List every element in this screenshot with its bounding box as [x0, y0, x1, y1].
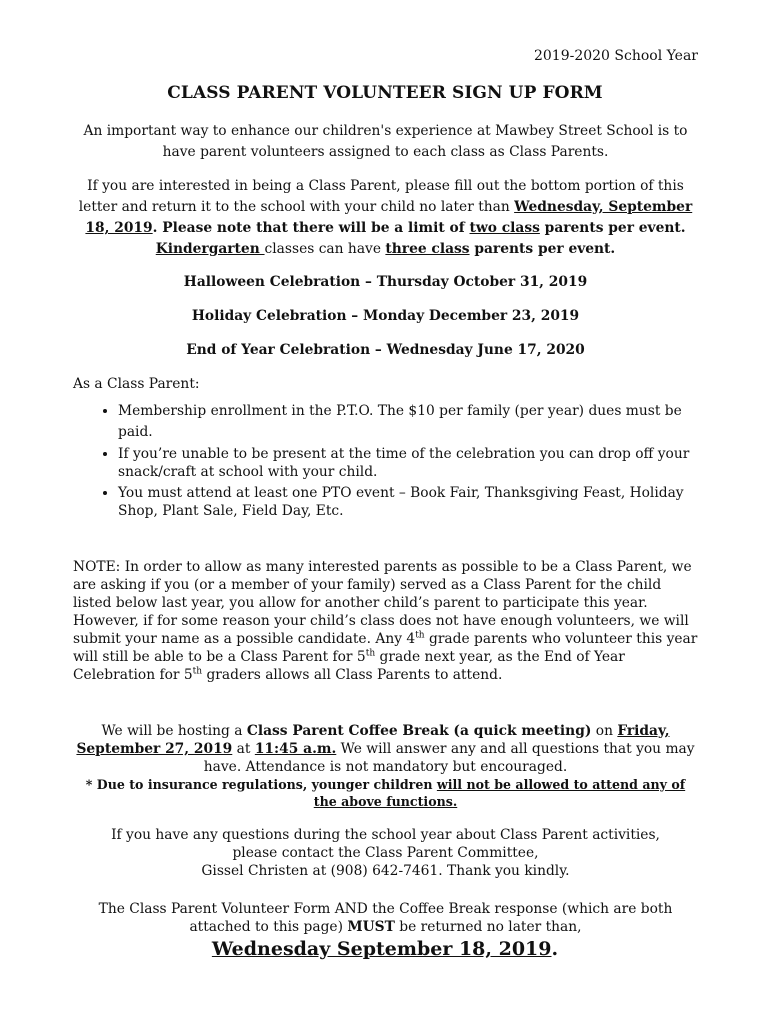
event-holiday: Holiday Celebration – Monday December 23, 2019: [191, 308, 580, 324]
instructions-text-2: . Please note that there will be a: [152, 220, 409, 236]
questions-paragraph: [73, 826, 698, 880]
event-halloween: Halloween Celebration – Thursday October 31, 2019: [183, 274, 588, 290]
coffee-text-1: We will be hosting a: [101, 723, 247, 739]
instructions-paragraph: [73, 176, 698, 260]
coffee-text-2: on: [591, 723, 618, 739]
insurance-notice: [73, 776, 698, 810]
coffee-text-4: We will answer any and all questions that you may have. Attendance is not mandatory but encouraged.: [203, 741, 695, 775]
as-class-parent-lead: As a Class Parent:: [73, 376, 200, 392]
note-sup-3: th: [192, 666, 203, 677]
coffee-time: 11:45 a.m.: [254, 741, 337, 757]
coffee-event-name: Class Parent Coffee Break (a quick meeting): [246, 723, 592, 739]
coffee-date: Friday, September 27, 2019: [76, 723, 670, 757]
insurance-text-1: * Due to insurance regulations, younger children: [85, 777, 437, 792]
requirement-membership: • Membership enrollment in the P.T.O. The $10 per family (per year) dues must be paid.: [118, 401, 698, 443]
kindergarten-text: Kindergarten: [155, 241, 265, 257]
coffee-text-3: at: [232, 741, 255, 757]
note-paragraph: [73, 558, 698, 684]
questions-line-2: please contact the Class Parent Committee,: [232, 845, 539, 861]
note-text-2: grade parents who volunteer this year will still be able to be a Class Parent for 5: [73, 631, 698, 665]
instructions-text-5: parents per event.: [469, 241, 616, 257]
note-text-3: grade next year, as the End of Year Celebration for 5: [73, 649, 625, 683]
event-end-of-year: End of Year Celebration – Wednesday June 17, 2020: [186, 342, 585, 358]
intro-paragraph: An important way to enhance our children's experience at Mawbey Street School is to have parent volunteers assigned to each class as Class Parents.: [83, 123, 688, 160]
final-deadline-date: Wednesday September 18, 2019: [211, 938, 552, 960]
note-sup-2: th: [365, 648, 376, 659]
return-text-2: be returned no later than,: [394, 919, 582, 935]
final-deadline: [0, 938, 770, 960]
insurance-text-2: will not be allowed to attend any of the above functions.: [313, 777, 686, 809]
return-paragraph: [73, 900, 698, 936]
form-title: CLASS PARENT VOLUNTEER SIGN UP FORM: [167, 83, 603, 103]
two-class-text: two class: [469, 220, 540, 236]
note-text-4: graders allows all Class Parents to attend.: [202, 667, 503, 683]
requirement-drop-off: • If you’re unable to be present at the time of the celebration you can drop off your snack/craft at school with your child.: [118, 445, 698, 481]
return-must: MUST: [347, 919, 395, 935]
coffee-break-paragraph: [73, 722, 698, 776]
note-sup-1: th: [415, 630, 425, 641]
questions-line-3: Gissel Christen at (908) 642-7461. Thank you kindly.: [201, 863, 570, 879]
instructions-text-1: If you are interested in being a Class Parent, please fill out the bottom portion of this letter and return it to the school with your child no later than: [78, 178, 684, 215]
requirements-list: [73, 401, 698, 523]
limit-of-text: limit of: [408, 220, 470, 236]
final-deadline-period: .: [551, 938, 559, 960]
school-year: 2019-2020 School Year: [533, 48, 698, 64]
return-text-1: The Class Parent Volunteer Form AND the Coffee Break response (which are both attached to this page): [98, 901, 673, 935]
note-text-1: NOTE: In order to allow as many interested parents as possible to be a Class Parent, we are asking if you (or a member of your family) served as a Class Parent for the child listed below last year, you allow for another child’s parent to participate this year. However, if for some reason your child’s class does not have enough volunteers, we will submit your name as a possible candidate. Any 4: [73, 559, 692, 647]
instructions-text-3: parents per event.: [539, 220, 686, 236]
three-class-text: three class: [385, 241, 470, 257]
signup-deadline: Wednesday, September 18, 2019: [85, 199, 693, 236]
questions-line-1: If you have any questions during the school year about Class Parent activities,: [111, 827, 660, 843]
requirement-pto-event: • You must attend at least one PTO event – Book Fair, Thanksgiving Feast, Holiday Shop, Plant Sale, Field Day, Etc.: [118, 484, 698, 520]
instructions-text-4: classes can have: [264, 241, 386, 257]
